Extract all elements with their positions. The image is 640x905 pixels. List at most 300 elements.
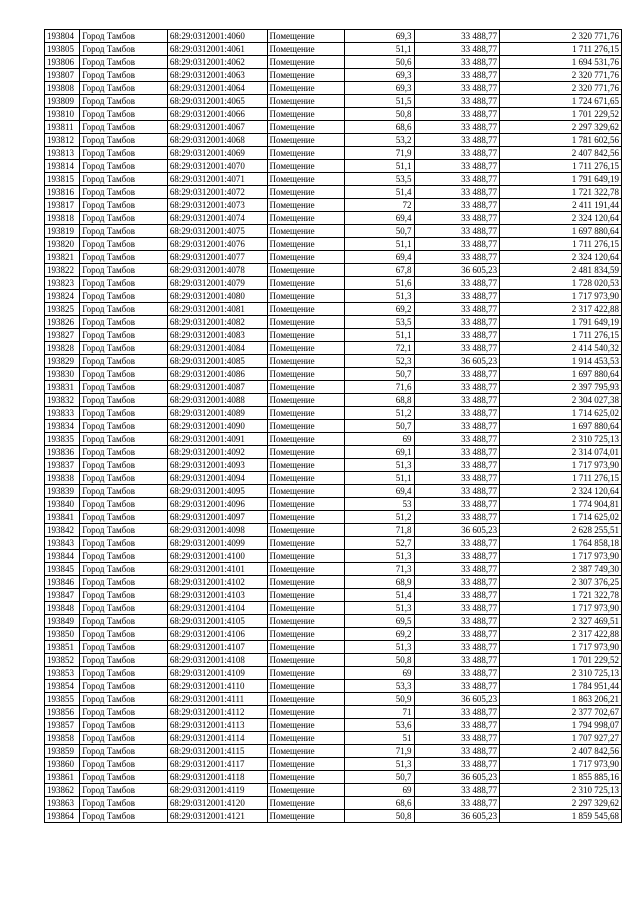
area-cell: 69,1 xyxy=(345,446,414,459)
price-per-unit-cell: 33 488,77 xyxy=(414,511,500,524)
price-per-unit-cell: 33 488,77 xyxy=(414,420,500,433)
table-row xyxy=(45,147,622,160)
object-type-cell: Помещение xyxy=(267,186,345,199)
cadastral-number-cell: 68:29:0312001:4067 xyxy=(167,121,267,134)
area-cell: 71,9 xyxy=(345,147,414,160)
area-cell: 50,7 xyxy=(345,225,414,238)
object-type-cell: Помещение xyxy=(267,329,345,342)
price-per-unit-cell: 33 488,77 xyxy=(414,446,500,459)
cadastral-value-cell: 2 377 702,67 xyxy=(500,706,622,719)
city-cell: Город Тамбов xyxy=(80,290,168,303)
table-body xyxy=(45,30,622,823)
city-cell: Город Тамбов xyxy=(80,576,168,589)
cadastral-value-cell: 1 717 973,90 xyxy=(500,641,622,654)
table-row xyxy=(45,264,622,277)
price-per-unit-cell: 33 488,77 xyxy=(414,680,500,693)
cadastral-number-cell: 68:29:0312001:4107 xyxy=(167,641,267,654)
area-cell: 69,4 xyxy=(345,251,414,264)
object-type-cell: Помещение xyxy=(267,576,345,589)
cadastral-value-cell: 2 324 120,64 xyxy=(500,485,622,498)
object-type-cell: Помещение xyxy=(267,355,345,368)
row-number: 193809 xyxy=(45,95,80,108)
area-cell: 53,6 xyxy=(345,719,414,732)
price-per-unit-cell: 33 488,77 xyxy=(414,30,500,43)
cadastral-number-cell: 68:29:0312001:4119 xyxy=(167,784,267,797)
row-number: 193829 xyxy=(45,355,80,368)
cadastral-value-cell: 1 701 229,52 xyxy=(500,108,622,121)
object-type-cell: Помещение xyxy=(267,342,345,355)
cadastral-number-cell: 68:29:0312001:4097 xyxy=(167,511,267,524)
area-cell: 51,3 xyxy=(345,550,414,563)
city-cell: Город Тамбов xyxy=(80,238,168,251)
row-number: 193834 xyxy=(45,420,80,433)
row-number: 193859 xyxy=(45,745,80,758)
city-cell: Город Тамбов xyxy=(80,511,168,524)
cadastral-number-cell: 68:29:0312001:4092 xyxy=(167,446,267,459)
city-cell: Город Тамбов xyxy=(80,719,168,732)
table-row xyxy=(45,537,622,550)
row-number: 193817 xyxy=(45,199,80,212)
cadastral-number-cell: 68:29:0312001:4078 xyxy=(167,264,267,277)
price-per-unit-cell: 33 488,77 xyxy=(414,745,500,758)
city-cell: Город Тамбов xyxy=(80,82,168,95)
cadastral-value-cell: 2 314 074,01 xyxy=(500,446,622,459)
object-type-cell: Помещение xyxy=(267,43,345,56)
area-cell: 50,8 xyxy=(345,108,414,121)
area-cell: 51,6 xyxy=(345,277,414,290)
cadastral-value-cell: 2 387 749,30 xyxy=(500,563,622,576)
city-cell: Город Тамбов xyxy=(80,641,168,654)
cadastral-number-cell: 68:29:0312001:4074 xyxy=(167,212,267,225)
cadastral-value-cell: 1 774 904,81 xyxy=(500,498,622,511)
cadastral-value-cell: 2 297 329,62 xyxy=(500,797,622,810)
cadastral-number-cell: 68:29:0312001:4061 xyxy=(167,43,267,56)
table-row xyxy=(45,524,622,537)
object-type-cell: Помещение xyxy=(267,108,345,121)
object-type-cell: Помещение xyxy=(267,706,345,719)
cadastral-value-cell: 1 721 322,78 xyxy=(500,589,622,602)
cadastral-value-cell: 2 317 422,88 xyxy=(500,303,622,316)
cadastral-number-cell: 68:29:0312001:4062 xyxy=(167,56,267,69)
table-row xyxy=(45,563,622,576)
object-type-cell: Помещение xyxy=(267,615,345,628)
city-cell: Город Тамбов xyxy=(80,771,168,784)
city-cell: Город Тамбов xyxy=(80,329,168,342)
city-cell: Город Тамбов xyxy=(80,472,168,485)
cadastral-number-cell: 68:29:0312001:4083 xyxy=(167,329,267,342)
table-row xyxy=(45,498,622,511)
object-type-cell: Помещение xyxy=(267,485,345,498)
price-per-unit-cell: 33 488,77 xyxy=(414,641,500,654)
area-cell: 51 xyxy=(345,732,414,745)
area-cell: 69 xyxy=(345,667,414,680)
area-cell: 51,3 xyxy=(345,290,414,303)
city-cell: Город Тамбов xyxy=(80,628,168,641)
object-type-cell: Помещение xyxy=(267,511,345,524)
cadastral-value-cell: 1 711 276,15 xyxy=(500,472,622,485)
row-number: 193857 xyxy=(45,719,80,732)
cadastral-number-cell: 68:29:0312001:4100 xyxy=(167,550,267,563)
price-per-unit-cell: 33 488,77 xyxy=(414,56,500,69)
cadastral-value-cell: 1 717 973,90 xyxy=(500,290,622,303)
table-row xyxy=(45,160,622,173)
price-per-unit-cell: 33 488,77 xyxy=(414,303,500,316)
cadastral-number-cell: 68:29:0312001:4093 xyxy=(167,459,267,472)
cadastral-value-cell: 1 863 206,21 xyxy=(500,693,622,706)
object-type-cell: Помещение xyxy=(267,290,345,303)
area-cell: 51,1 xyxy=(345,329,414,342)
price-per-unit-cell: 33 488,77 xyxy=(414,381,500,394)
cadastral-value-cell: 1 701 229,52 xyxy=(500,654,622,667)
price-per-unit-cell: 33 488,77 xyxy=(414,82,500,95)
table-row xyxy=(45,43,622,56)
cadastral-value-cell: 2 411 191,44 xyxy=(500,199,622,212)
cadastral-value-cell: 2 397 795,93 xyxy=(500,381,622,394)
price-per-unit-cell: 33 488,77 xyxy=(414,654,500,667)
area-cell: 68,6 xyxy=(345,797,414,810)
area-cell: 69,3 xyxy=(345,82,414,95)
table-row xyxy=(45,628,622,641)
object-type-cell: Помещение xyxy=(267,784,345,797)
table-row xyxy=(45,173,622,186)
city-cell: Город Тамбов xyxy=(80,524,168,537)
row-number: 193862 xyxy=(45,784,80,797)
object-type-cell: Помещение xyxy=(267,251,345,264)
cadastral-number-cell: 68:29:0312001:4098 xyxy=(167,524,267,537)
row-number: 193815 xyxy=(45,173,80,186)
price-per-unit-cell: 33 488,77 xyxy=(414,498,500,511)
city-cell: Город Тамбов xyxy=(80,706,168,719)
price-per-unit-cell: 33 488,77 xyxy=(414,407,500,420)
row-number: 193807 xyxy=(45,69,80,82)
cadastral-value-cell: 2 327 469,51 xyxy=(500,615,622,628)
table-row xyxy=(45,121,622,134)
cadastral-number-cell: 68:29:0312001:4120 xyxy=(167,797,267,810)
row-number: 193863 xyxy=(45,797,80,810)
cadastral-number-cell: 68:29:0312001:4118 xyxy=(167,771,267,784)
table-row xyxy=(45,303,622,316)
row-number: 193813 xyxy=(45,147,80,160)
area-cell: 50,8 xyxy=(345,654,414,667)
price-per-unit-cell: 33 488,77 xyxy=(414,95,500,108)
row-number: 193812 xyxy=(45,134,80,147)
price-per-unit-cell: 33 488,77 xyxy=(414,784,500,797)
cadastral-number-cell: 68:29:0312001:4094 xyxy=(167,472,267,485)
row-number: 193840 xyxy=(45,498,80,511)
cadastral-number-cell: 68:29:0312001:4060 xyxy=(167,30,267,43)
object-type-cell: Помещение xyxy=(267,745,345,758)
object-type-cell: Помещение xyxy=(267,121,345,134)
area-cell: 51,1 xyxy=(345,43,414,56)
price-per-unit-cell: 33 488,77 xyxy=(414,316,500,329)
cadastral-value-cell: 2 628 255,51 xyxy=(500,524,622,537)
object-type-cell: Помещение xyxy=(267,537,345,550)
row-number: 193830 xyxy=(45,368,80,381)
price-per-unit-cell: 36 605,23 xyxy=(414,771,500,784)
cadastral-value-cell: 2 320 771,76 xyxy=(500,69,622,82)
cadastral-value-cell: 1 711 276,15 xyxy=(500,160,622,173)
city-cell: Город Тамбов xyxy=(80,173,168,186)
cadastral-number-cell: 68:29:0312001:4091 xyxy=(167,433,267,446)
row-number: 193819 xyxy=(45,225,80,238)
row-number: 193824 xyxy=(45,290,80,303)
area-cell: 51,5 xyxy=(345,95,414,108)
table-row xyxy=(45,381,622,394)
area-cell: 51,1 xyxy=(345,238,414,251)
price-per-unit-cell: 33 488,77 xyxy=(414,485,500,498)
cadastral-number-cell: 68:29:0312001:4108 xyxy=(167,654,267,667)
city-cell: Город Тамбов xyxy=(80,498,168,511)
cadastral-value-cell: 1 791 649,19 xyxy=(500,316,622,329)
object-type-cell: Помещение xyxy=(267,264,345,277)
object-type-cell: Помещение xyxy=(267,446,345,459)
cadastral-number-cell: 68:29:0312001:4102 xyxy=(167,576,267,589)
city-cell: Город Тамбов xyxy=(80,368,168,381)
cadastral-number-cell: 68:29:0312001:4065 xyxy=(167,95,267,108)
row-number: 193836 xyxy=(45,446,80,459)
cadastral-value-cell: 1 724 671,65 xyxy=(500,95,622,108)
price-per-unit-cell: 33 488,77 xyxy=(414,615,500,628)
cadastral-number-cell: 68:29:0312001:4109 xyxy=(167,667,267,680)
city-cell: Город Тамбов xyxy=(80,316,168,329)
table-row xyxy=(45,446,622,459)
table-row xyxy=(45,758,622,771)
price-per-unit-cell: 33 488,77 xyxy=(414,797,500,810)
area-cell: 50,7 xyxy=(345,771,414,784)
city-cell: Город Тамбов xyxy=(80,56,168,69)
cadastral-value-cell: 2 310 725,13 xyxy=(500,784,622,797)
area-cell: 68,6 xyxy=(345,121,414,134)
price-per-unit-cell: 33 488,77 xyxy=(414,225,500,238)
city-cell: Город Тамбов xyxy=(80,784,168,797)
area-cell: 50,9 xyxy=(345,693,414,706)
cadastral-value-cell: 1 717 973,90 xyxy=(500,602,622,615)
cadastral-value-cell: 1 717 973,90 xyxy=(500,758,622,771)
city-cell: Город Тамбов xyxy=(80,407,168,420)
object-type-cell: Помещение xyxy=(267,719,345,732)
object-type-cell: Помещение xyxy=(267,498,345,511)
cadastral-value-cell: 2 481 834,59 xyxy=(500,264,622,277)
city-cell: Город Тамбов xyxy=(80,563,168,576)
cadastral-number-cell: 68:29:0312001:4095 xyxy=(167,485,267,498)
object-type-cell: Помещение xyxy=(267,771,345,784)
city-cell: Город Тамбов xyxy=(80,43,168,56)
area-cell: 53,5 xyxy=(345,173,414,186)
area-cell: 69,3 xyxy=(345,30,414,43)
area-cell: 72,1 xyxy=(345,342,414,355)
object-type-cell: Помещение xyxy=(267,238,345,251)
cadastral-value-cell: 2 320 771,76 xyxy=(500,30,622,43)
cadastral-number-cell: 68:29:0312001:4076 xyxy=(167,238,267,251)
object-type-cell: Помещение xyxy=(267,732,345,745)
cadastral-value-cell: 2 310 725,13 xyxy=(500,433,622,446)
object-type-cell: Помещение xyxy=(267,199,345,212)
price-per-unit-cell: 33 488,77 xyxy=(414,277,500,290)
area-cell: 69 xyxy=(345,433,414,446)
table-row xyxy=(45,394,622,407)
row-number: 193816 xyxy=(45,186,80,199)
price-per-unit-cell: 33 488,77 xyxy=(414,433,500,446)
city-cell: Город Тамбов xyxy=(80,30,168,43)
object-type-cell: Помещение xyxy=(267,654,345,667)
table-row xyxy=(45,238,622,251)
row-number: 193839 xyxy=(45,485,80,498)
cadastral-number-cell: 68:29:0312001:4080 xyxy=(167,290,267,303)
row-number: 193820 xyxy=(45,238,80,251)
object-type-cell: Помещение xyxy=(267,628,345,641)
cadastral-value-cell: 1 714 625,02 xyxy=(500,511,622,524)
row-number: 193808 xyxy=(45,82,80,95)
area-cell: 69 xyxy=(345,784,414,797)
area-cell: 50,7 xyxy=(345,368,414,381)
price-per-unit-cell: 33 488,77 xyxy=(414,368,500,381)
cadastral-value-cell: 2 297 329,62 xyxy=(500,121,622,134)
city-cell: Город Тамбов xyxy=(80,693,168,706)
row-number: 193848 xyxy=(45,602,80,615)
city-cell: Город Тамбов xyxy=(80,251,168,264)
price-per-unit-cell: 33 488,77 xyxy=(414,290,500,303)
area-cell: 53 xyxy=(345,498,414,511)
table-row xyxy=(45,576,622,589)
table-row xyxy=(45,82,622,95)
city-cell: Город Тамбов xyxy=(80,108,168,121)
object-type-cell: Помещение xyxy=(267,420,345,433)
cadastral-number-cell: 68:29:0312001:4112 xyxy=(167,706,267,719)
row-number: 193811 xyxy=(45,121,80,134)
cadastral-value-cell: 1 697 880,64 xyxy=(500,420,622,433)
area-cell: 71,9 xyxy=(345,745,414,758)
row-number: 193805 xyxy=(45,43,80,56)
table-row xyxy=(45,771,622,784)
cadastral-number-cell: 68:29:0312001:4073 xyxy=(167,199,267,212)
price-per-unit-cell: 33 488,77 xyxy=(414,537,500,550)
row-number: 193835 xyxy=(45,433,80,446)
object-type-cell: Помещение xyxy=(267,524,345,537)
object-type-cell: Помещение xyxy=(267,693,345,706)
area-cell: 69,4 xyxy=(345,212,414,225)
city-cell: Город Тамбов xyxy=(80,810,168,823)
cadastral-number-cell: 68:29:0312001:4068 xyxy=(167,134,267,147)
table-row xyxy=(45,212,622,225)
cadastral-number-cell: 68:29:0312001:4099 xyxy=(167,537,267,550)
object-type-cell: Помещение xyxy=(267,641,345,654)
area-cell: 53,2 xyxy=(345,134,414,147)
city-cell: Город Тамбов xyxy=(80,433,168,446)
property-table xyxy=(44,29,622,823)
price-per-unit-cell: 33 488,77 xyxy=(414,160,500,173)
object-type-cell: Помещение xyxy=(267,433,345,446)
row-number: 193821 xyxy=(45,251,80,264)
area-cell: 53,5 xyxy=(345,316,414,329)
cadastral-number-cell: 68:29:0312001:4063 xyxy=(167,69,267,82)
object-type-cell: Помещение xyxy=(267,550,345,563)
cadastral-value-cell: 1 711 276,15 xyxy=(500,238,622,251)
price-per-unit-cell: 33 488,77 xyxy=(414,459,500,472)
object-type-cell: Помещение xyxy=(267,147,345,160)
area-cell: 69,2 xyxy=(345,303,414,316)
table-row xyxy=(45,485,622,498)
table-row xyxy=(45,199,622,212)
city-cell: Город Тамбов xyxy=(80,342,168,355)
cadastral-value-cell: 1 859 545,68 xyxy=(500,810,622,823)
cadastral-number-cell: 68:29:0312001:4081 xyxy=(167,303,267,316)
area-cell: 50,6 xyxy=(345,56,414,69)
city-cell: Город Тамбов xyxy=(80,303,168,316)
area-cell: 69,2 xyxy=(345,628,414,641)
city-cell: Город Тамбов xyxy=(80,446,168,459)
object-type-cell: Помещение xyxy=(267,212,345,225)
cadastral-number-cell: 68:29:0312001:4087 xyxy=(167,381,267,394)
object-type-cell: Помещение xyxy=(267,56,345,69)
area-cell: 51,2 xyxy=(345,511,414,524)
object-type-cell: Помещение xyxy=(267,303,345,316)
object-type-cell: Помещение xyxy=(267,472,345,485)
area-cell: 69,4 xyxy=(345,485,414,498)
cadastral-value-cell: 1 855 885,16 xyxy=(500,771,622,784)
cadastral-number-cell: 68:29:0312001:4103 xyxy=(167,589,267,602)
object-type-cell: Помещение xyxy=(267,381,345,394)
row-number: 193846 xyxy=(45,576,80,589)
city-cell: Город Тамбов xyxy=(80,394,168,407)
row-number: 193822 xyxy=(45,264,80,277)
cadastral-value-cell: 2 320 771,76 xyxy=(500,82,622,95)
row-number: 193844 xyxy=(45,550,80,563)
price-per-unit-cell: 33 488,77 xyxy=(414,732,500,745)
cadastral-number-cell: 68:29:0312001:4117 xyxy=(167,758,267,771)
price-per-unit-cell: 33 488,77 xyxy=(414,472,500,485)
area-cell: 51,3 xyxy=(345,459,414,472)
price-per-unit-cell: 33 488,77 xyxy=(414,706,500,719)
object-type-cell: Помещение xyxy=(267,277,345,290)
cadastral-value-cell: 1 711 276,15 xyxy=(500,43,622,56)
cadastral-number-cell: 68:29:0312001:4070 xyxy=(167,160,267,173)
area-cell: 51,1 xyxy=(345,160,414,173)
table-row xyxy=(45,56,622,69)
table-row xyxy=(45,511,622,524)
cadastral-number-cell: 68:29:0312001:4069 xyxy=(167,147,267,160)
price-per-unit-cell: 33 488,77 xyxy=(414,329,500,342)
table-row xyxy=(45,407,622,420)
cadastral-value-cell: 1 697 880,64 xyxy=(500,225,622,238)
property-table-page xyxy=(44,29,622,823)
object-type-cell: Помещение xyxy=(267,95,345,108)
city-cell: Город Тамбов xyxy=(80,69,168,82)
area-cell: 71,3 xyxy=(345,563,414,576)
object-type-cell: Помещение xyxy=(267,394,345,407)
price-per-unit-cell: 36 605,23 xyxy=(414,355,500,368)
city-cell: Город Тамбов xyxy=(80,589,168,602)
cadastral-value-cell: 1 781 602,56 xyxy=(500,134,622,147)
price-per-unit-cell: 33 488,77 xyxy=(414,719,500,732)
city-cell: Город Тамбов xyxy=(80,615,168,628)
cadastral-value-cell: 1 714 625,02 xyxy=(500,407,622,420)
cadastral-number-cell: 68:29:0312001:4086 xyxy=(167,368,267,381)
table-row xyxy=(45,69,622,82)
cadastral-number-cell: 68:29:0312001:4111 xyxy=(167,693,267,706)
row-number: 193856 xyxy=(45,706,80,719)
city-cell: Город Тамбов xyxy=(80,797,168,810)
city-cell: Город Тамбов xyxy=(80,654,168,667)
cadastral-number-cell: 68:29:0312001:4114 xyxy=(167,732,267,745)
object-type-cell: Помещение xyxy=(267,316,345,329)
cadastral-value-cell: 2 304 027,38 xyxy=(500,394,622,407)
area-cell: 52,3 xyxy=(345,355,414,368)
table-row xyxy=(45,316,622,329)
table-row xyxy=(45,745,622,758)
price-per-unit-cell: 33 488,77 xyxy=(414,186,500,199)
cadastral-value-cell: 1 764 858,18 xyxy=(500,537,622,550)
object-type-cell: Помещение xyxy=(267,680,345,693)
